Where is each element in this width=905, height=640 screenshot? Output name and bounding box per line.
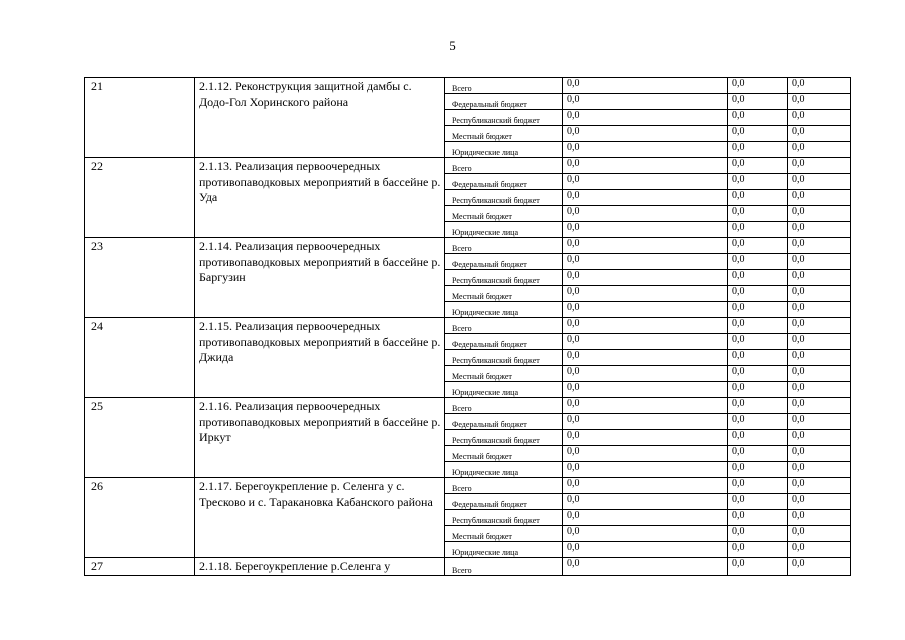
value-cell: 0,0 [788, 286, 851, 302]
funding-source-label: Федеральный бюджет [445, 334, 563, 350]
funding-source-label: Юридические лица [445, 142, 563, 158]
value-cell: 0,0 [728, 254, 788, 270]
value-cell: 0,0 [563, 510, 728, 526]
value-cell: 0,0 [788, 190, 851, 206]
value-cell: 0,0 [563, 238, 728, 254]
funding-source-label: Местный бюджет [445, 526, 563, 542]
value-cell: 0,0 [563, 78, 728, 94]
funding-source-label: Всего [445, 478, 563, 494]
funding-source-label: Всего [445, 558, 563, 576]
value-cell: 0,0 [788, 494, 851, 510]
row-number: 26 [85, 478, 195, 558]
value-cell: 0,0 [788, 126, 851, 142]
value-cell: 0,0 [788, 142, 851, 158]
measure-name: 2.1.17. Берегоукрепление р. Селенга у с. Тресково и с. Таракановка Кабанского района [195, 478, 445, 558]
value-cell: 0,0 [788, 238, 851, 254]
value-cell: 0,0 [788, 158, 851, 174]
row-number: 27 [85, 558, 195, 576]
row-number: 24 [85, 318, 195, 398]
value-cell: 0,0 [788, 206, 851, 222]
value-cell: 0,0 [563, 446, 728, 462]
value-cell: 0,0 [563, 478, 728, 494]
funding-source-label: Всего [445, 238, 563, 254]
funding-source-label: Местный бюджет [445, 446, 563, 462]
value-cell: 0,0 [728, 126, 788, 142]
funding-source-label: Республиканский бюджет [445, 510, 563, 526]
funding-source-label: Юридические лица [445, 222, 563, 238]
value-cell: 0,0 [563, 286, 728, 302]
value-cell: 0,0 [728, 542, 788, 558]
value-cell: 0,0 [563, 366, 728, 382]
value-cell: 0,0 [788, 542, 851, 558]
value-cell: 0,0 [563, 222, 728, 238]
value-cell: 0,0 [728, 494, 788, 510]
value-cell: 0,0 [788, 222, 851, 238]
value-cell: 0,0 [788, 414, 851, 430]
funding-source-label: Республиканский бюджет [445, 110, 563, 126]
value-cell: 0,0 [563, 462, 728, 478]
value-cell: 0,0 [728, 382, 788, 398]
funding-table [84, 77, 851, 576]
funding-source-label: Юридические лица [445, 542, 563, 558]
value-cell: 0,0 [788, 430, 851, 446]
value-cell: 0,0 [563, 206, 728, 222]
funding-source-label: Федеральный бюджет [445, 174, 563, 190]
funding-source-label: Местный бюджет [445, 366, 563, 382]
value-cell: 0,0 [728, 446, 788, 462]
value-cell: 0,0 [563, 382, 728, 398]
table-row [85, 478, 851, 494]
value-cell: 0,0 [728, 174, 788, 190]
funding-source-label: Юридические лица [445, 382, 563, 398]
measure-name: 2.1.12. Реконструкция защитной дамбы с. Додо-Гол Хоринского района [195, 78, 445, 158]
value-cell: 0,0 [728, 190, 788, 206]
funding-source-label: Всего [445, 398, 563, 414]
row-number: 21 [85, 78, 195, 158]
funding-source-label: Республиканский бюджет [445, 430, 563, 446]
value-cell: 0,0 [788, 462, 851, 478]
table-row [85, 318, 851, 334]
value-cell: 0,0 [563, 270, 728, 286]
table-row [85, 558, 851, 576]
value-cell: 0,0 [728, 142, 788, 158]
funding-source-label: Республиканский бюджет [445, 190, 563, 206]
value-cell: 0,0 [563, 302, 728, 318]
value-cell: 0,0 [788, 174, 851, 190]
value-cell: 0,0 [728, 78, 788, 94]
value-cell: 0,0 [788, 254, 851, 270]
value-cell: 0,0 [728, 398, 788, 414]
value-cell: 0,0 [728, 462, 788, 478]
funding-source-label: Федеральный бюджет [445, 94, 563, 110]
value-cell: 0,0 [788, 334, 851, 350]
value-cell: 0,0 [563, 542, 728, 558]
page-number: 5 [449, 38, 456, 53]
value-cell: 0,0 [563, 398, 728, 414]
value-cell: 0,0 [728, 286, 788, 302]
funding-table-body [85, 78, 851, 576]
value-cell: 0,0 [728, 510, 788, 526]
value-cell: 0,0 [788, 270, 851, 286]
measure-name: 2.1.16. Реализация первоочередных противопаводковых мероприятий в бассейне р. Иркут [195, 398, 445, 478]
value-cell: 0,0 [563, 94, 728, 110]
value-cell: 0,0 [728, 350, 788, 366]
funding-source-label: Федеральный бюджет [445, 414, 563, 430]
funding-source-label: Федеральный бюджет [445, 494, 563, 510]
value-cell: 0,0 [728, 478, 788, 494]
table-row [85, 398, 851, 414]
value-cell: 0,0 [788, 478, 851, 494]
funding-source-label: Всего [445, 78, 563, 94]
value-cell: 0,0 [728, 366, 788, 382]
value-cell: 0,0 [728, 430, 788, 446]
value-cell: 0,0 [788, 350, 851, 366]
value-cell: 0,0 [788, 318, 851, 334]
value-cell: 0,0 [563, 174, 728, 190]
value-cell: 0,0 [788, 78, 851, 94]
value-cell: 0,0 [728, 558, 788, 576]
funding-source-label: Федеральный бюджет [445, 254, 563, 270]
value-cell: 0,0 [563, 526, 728, 542]
value-cell: 0,0 [563, 414, 728, 430]
funding-source-label: Юридические лица [445, 462, 563, 478]
value-cell: 0,0 [563, 494, 728, 510]
value-cell: 0,0 [788, 510, 851, 526]
value-cell: 0,0 [728, 158, 788, 174]
value-cell: 0,0 [563, 190, 728, 206]
value-cell: 0,0 [728, 414, 788, 430]
funding-source-label: Всего [445, 318, 563, 334]
funding-source-label: Местный бюджет [445, 206, 563, 222]
value-cell: 0,0 [563, 110, 728, 126]
value-cell: 0,0 [563, 334, 728, 350]
value-cell: 0,0 [563, 142, 728, 158]
value-cell: 0,0 [728, 270, 788, 286]
value-cell: 0,0 [563, 350, 728, 366]
value-cell: 0,0 [788, 526, 851, 542]
value-cell: 0,0 [563, 430, 728, 446]
value-cell: 0,0 [788, 558, 851, 576]
value-cell: 0,0 [563, 158, 728, 174]
funding-source-label: Республиканский бюджет [445, 350, 563, 366]
value-cell: 0,0 [563, 254, 728, 270]
value-cell: 0,0 [728, 318, 788, 334]
table-row [85, 158, 851, 174]
table-row [85, 78, 851, 94]
value-cell: 0,0 [563, 558, 728, 576]
value-cell: 0,0 [728, 94, 788, 110]
value-cell: 0,0 [788, 382, 851, 398]
row-number: 22 [85, 158, 195, 238]
value-cell: 0,0 [728, 222, 788, 238]
funding-source-label: Республиканский бюджет [445, 270, 563, 286]
value-cell: 0,0 [728, 206, 788, 222]
measure-name: 2.1.15. Реализация первоочередных противопаводковых мероприятий в бассейне р. Джида [195, 318, 445, 398]
value-cell: 0,0 [563, 126, 728, 142]
value-cell: 0,0 [728, 238, 788, 254]
value-cell: 0,0 [788, 446, 851, 462]
value-cell: 0,0 [728, 302, 788, 318]
funding-source-label: Местный бюджет [445, 286, 563, 302]
value-cell: 0,0 [728, 334, 788, 350]
value-cell: 0,0 [728, 526, 788, 542]
value-cell: 0,0 [728, 110, 788, 126]
funding-source-label: Местный бюджет [445, 126, 563, 142]
value-cell: 0,0 [788, 366, 851, 382]
value-cell: 0,0 [788, 398, 851, 414]
value-cell: 0,0 [788, 94, 851, 110]
table-row [85, 238, 851, 254]
funding-source-label: Юридические лица [445, 302, 563, 318]
measure-name: 2.1.14. Реализация первоочередных противопаводковых мероприятий в бассейне р. Баргузин [195, 238, 445, 318]
measure-name: 2.1.13. Реализация первоочередных противопаводковых мероприятий в бассейне р. Уда [195, 158, 445, 238]
row-number: 25 [85, 398, 195, 478]
measure-name: 2.1.18. Берегоукрепление р.Селенга у [195, 558, 445, 576]
funding-source-label: Всего [445, 158, 563, 174]
value-cell: 0,0 [788, 110, 851, 126]
value-cell: 0,0 [788, 302, 851, 318]
value-cell: 0,0 [563, 318, 728, 334]
row-number: 23 [85, 238, 195, 318]
